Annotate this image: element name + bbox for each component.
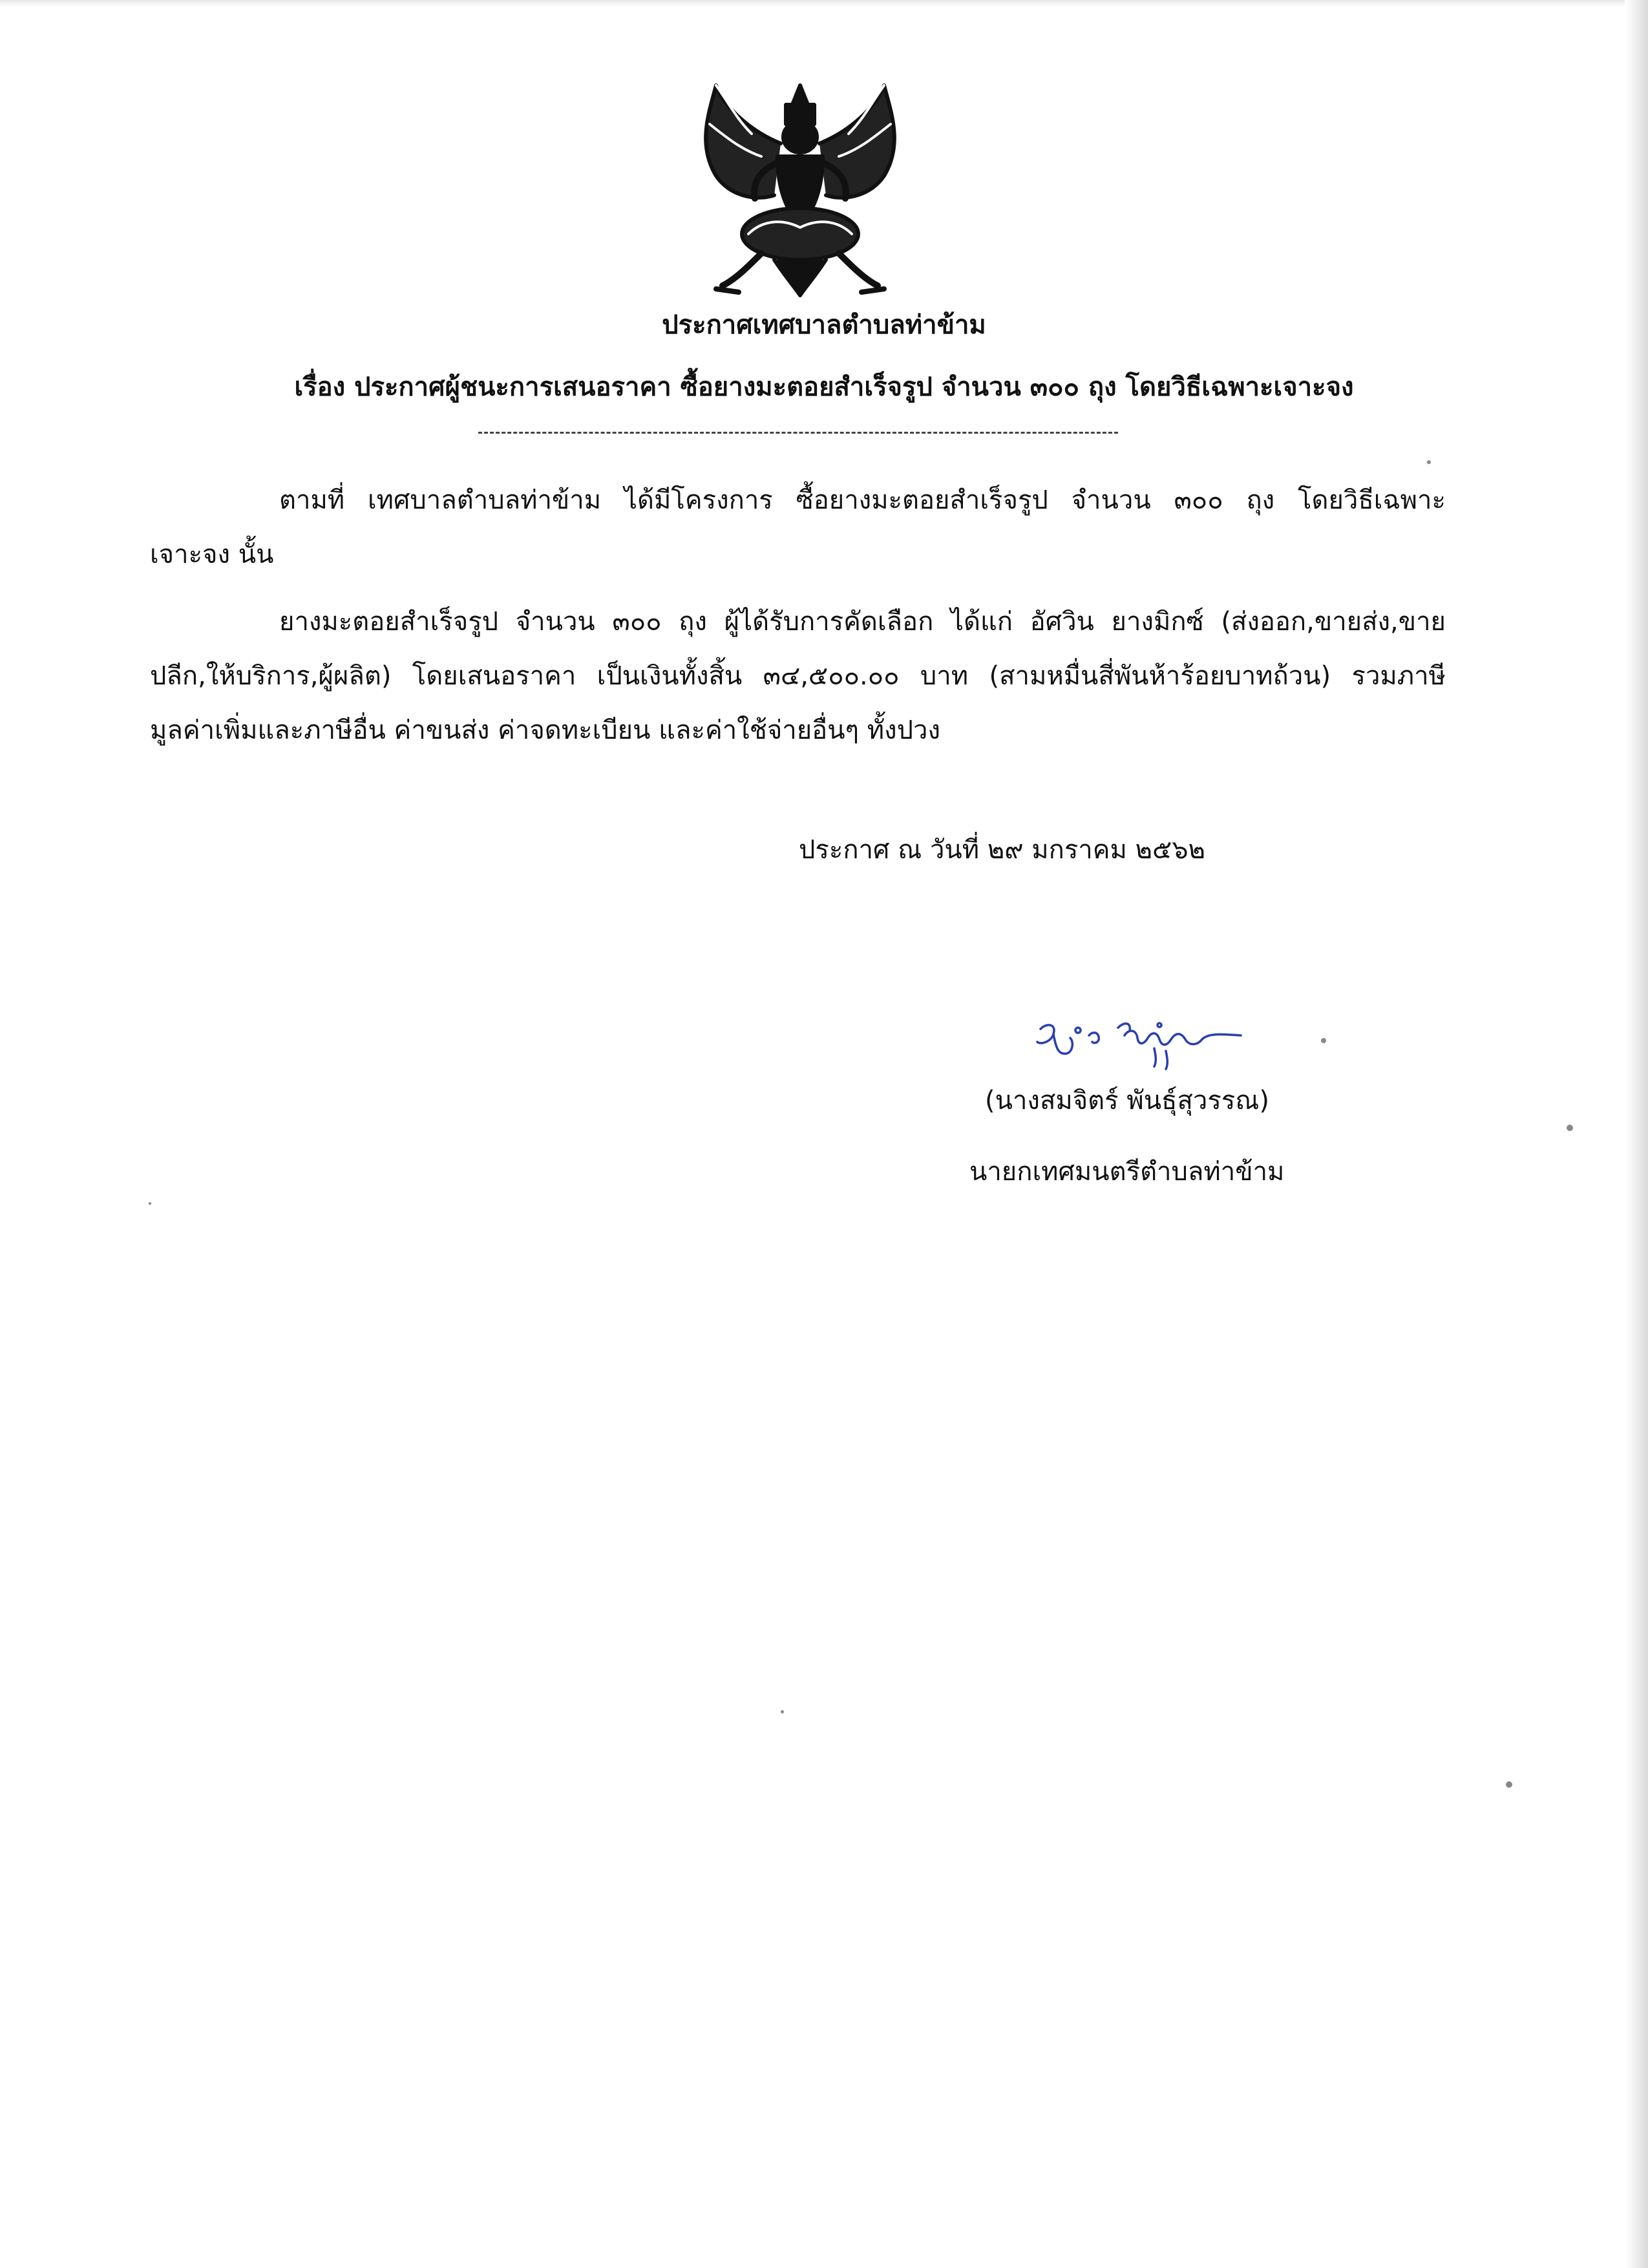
document-title: ประกาศเทศบาลตำบลท่าข้าม (662, 310, 986, 340)
scan-speck (1321, 1038, 1326, 1043)
scan-speck (781, 1710, 784, 1713)
garuda-emblem-icon (690, 72, 910, 305)
scan-speck (1427, 460, 1431, 464)
scan-edge-top (0, 0, 1648, 6)
signer-name: (นางสมจิตร์ พันธุ์สุวรรณ) (985, 1086, 1270, 1116)
paragraph-2-line-1 (150, 595, 1446, 649)
scan-speck (149, 1202, 151, 1205)
paragraph-1-line-1-text: ตามที่ เทศบาลตำบลท่าข้าม ได้มีโครงการ ซื้อยางมะตอยสำเร็จรูป จำนวน ๓๐๐ ถุง โดยวิธีเฉพาะ (279, 485, 1446, 515)
paragraph-2-line-2: ปลีก,ให้บริการ,ผู้ผลิต) โดยเสนอราคา เป็นเงินทั้งสิ้น ๓๔,๕๐๐.๐๐ บาท (สามหมื่นสี่พันห้าร้อยบาทถ้วน) รวมภาษี (150, 661, 1446, 691)
paragraph-2-line-1-text: ยางมะตอยสำเร็จรูป จำนวน ๓๐๐ ถุง ผู้ได้รับการคัดเลือก ได้แก่ อัศวิน ยางมิกซ์ (ส่งออก,ขายส่ง,ขาย (279, 607, 1446, 637)
document-subject: เรื่อง ประกาศผู้ชนะการเสนอราคา ซื้อยางมะตอยสำเร็จรูป จำนวน ๓๐๐ ถุง โดยวิธีเฉพาะเจาะจง (294, 372, 1354, 402)
title-divider (478, 432, 1118, 434)
paragraph-2-line-3: มูลค่าเพิ่มและภาษีอื่น ค่าขนส่ง ค่าจดทะเบียน และค่าใช้จ่ายอื่นๆ ทั้งปวง (150, 715, 941, 745)
announcement-date: ประกาศ ณ วันที่ ๒๙ มกราคม ๒๕๖๒ (799, 835, 1206, 865)
paragraph-2 (150, 595, 1446, 758)
paragraph-1-line-2: เจาะจง นั้น (150, 540, 274, 569)
paragraph-1-line-1 (150, 473, 1446, 527)
scan-speck (1567, 1125, 1573, 1131)
signature-icon (1028, 1016, 1254, 1074)
paragraph-1 (150, 473, 1446, 582)
scan-speck (1506, 1781, 1512, 1788)
signer-title: นายกเทศมนตรีตำบลท่าข้าม (969, 1157, 1285, 1187)
